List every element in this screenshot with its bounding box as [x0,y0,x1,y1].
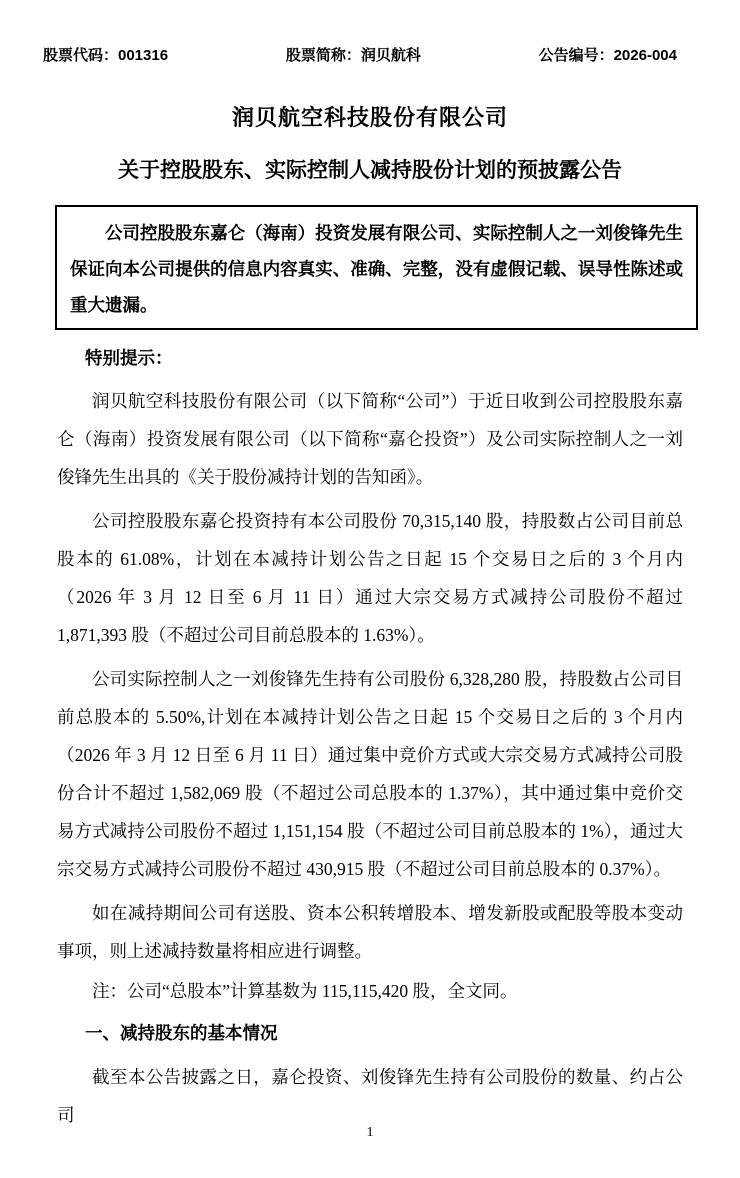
paragraph-controlling-shareholder-plan: 公司控股股东嘉仑投资持有本公司股份 70,315,140 股，持股数占公司目前总股本的 61.08%，计划在本减持计划公告之日起 15 个交易日之后的 3 个月内（2026 年 3 月 12 日至 6 月 11 日）通过大宗交易方式减持公司股份不超过 1,871,393 股（不超过公司目前总股本的 1.63%）。 [57,511,683,645]
announcement-number: 公告编号：2026-004 [538,47,677,64]
announcement-title: 关于控股股东、实际控制人减持股份计划的预披露公告 [118,159,622,182]
paragraph-adjustment: 如在减持期间公司有送股、资本公积转增股本、增发新股或配股等股本变动事项，则上述减持数量将相应进行调整。 [57,903,683,961]
statement-box: 公司控股股东嘉仑（海南）投资发展有限公司、实际控制人之一刘俊锋先生保证向本公司提供的信息内容真实、准确、完整，没有虚假记载、误导性陈述或重大遗漏。 [55,205,698,330]
total-share-note: 注：公司“总股本”计算基数为 115,115,420 股，全文同。 [92,981,518,1001]
section-1-heading: 一、减持股东的基本情况 [85,1023,278,1043]
stock-code: 股票代码：001316 [43,47,169,64]
page-number: 1 [366,1125,374,1140]
section-1-paragraph: 截至本公告披露之日，嘉仑投资、刘俊锋先生持有公司股份的数量、约占公司 [57,1067,683,1125]
paragraph-actual-controller-plan: 公司实际控制人之一刘俊锋先生持有公司股份 6,328,280 股，持股数占公司目前总股本的 5.50%,计划在本减持计划公告之日起 15 个交易日之后的 3 个月内（2026 年 3 月 12 日至 6 月 11 日）通过集中竞价方式或大宗交易方式减持公司股份合计不超过 1,582,069 股（不超过公司总股本的 1.37%），其中通过集中竞价交易方式减持公司股份不超过 1,151,154 股（不超过公司目前总股本的 1%），通过大宗交易方式减持公司股份不超过 430,915 股（不超过公司目前总股本的 0.37%）。 [57,669,683,879]
company-title: 润贝航空科技股份有限公司 [231,105,508,130]
paragraph-notice: 润贝航空科技股份有限公司（以下简称“公司”）于近日收到公司控股股东嘉仑（海南）投资发展有限公司（以下简称“嘉仑投资”）及公司实际控制人之一刘俊锋先生出具的《关于股份减持计划的告知函》。 [57,391,683,487]
special-note-heading: 特别提示： [85,348,173,368]
stock-name: 股票简称：润贝航科 [285,47,421,64]
announcement-page [0,44,740,1178]
document-header [43,44,677,65]
